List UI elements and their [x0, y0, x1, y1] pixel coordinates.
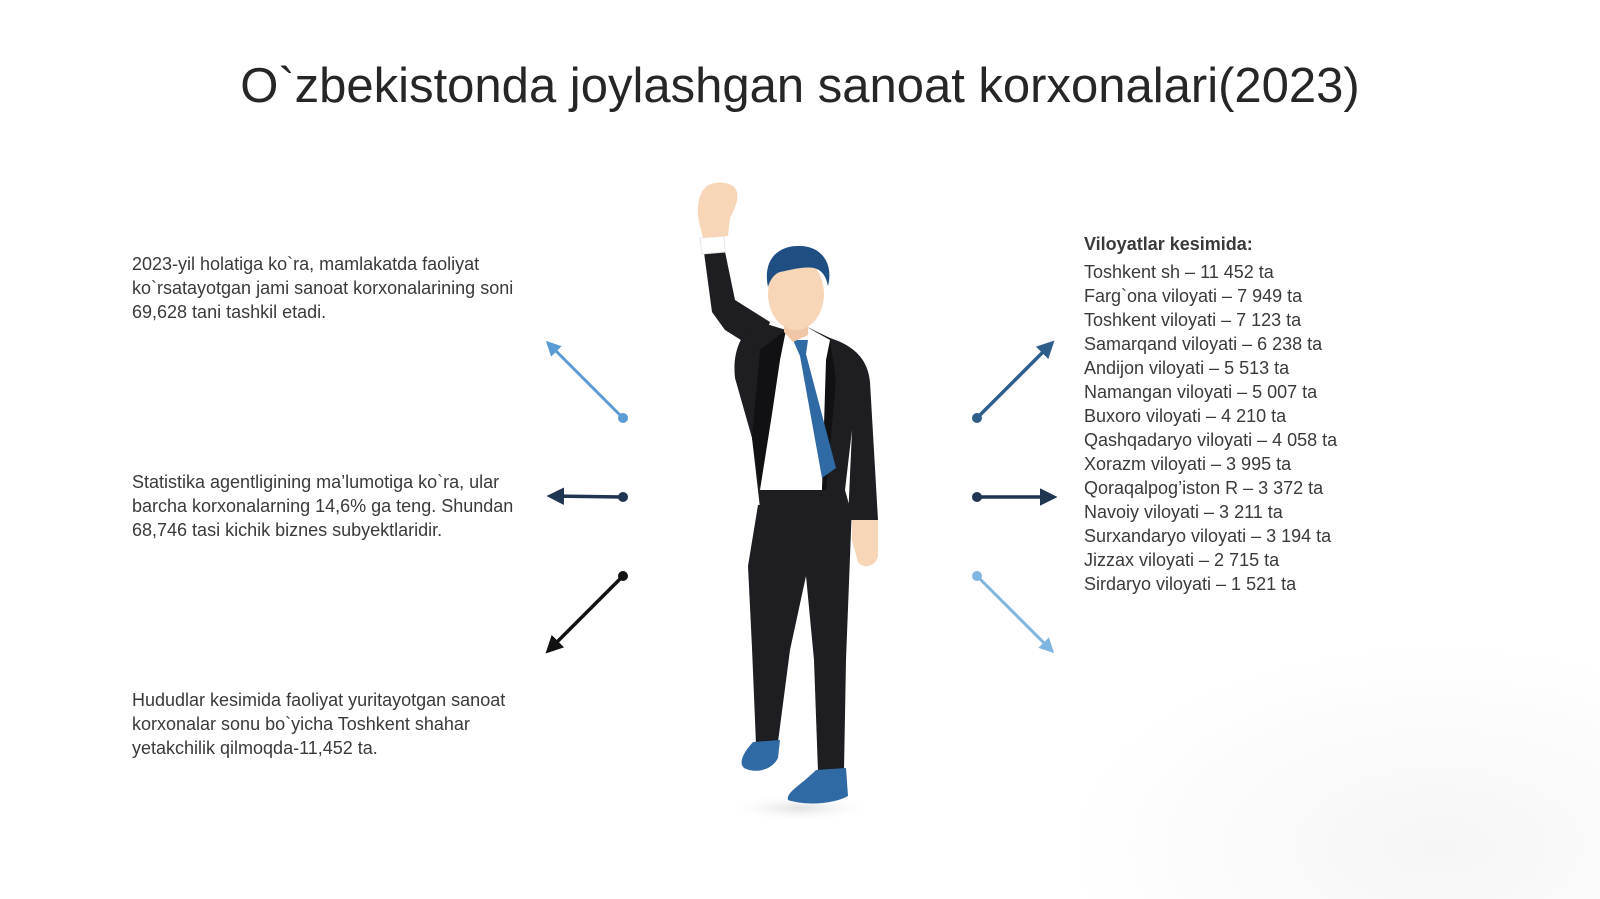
region-item: Xorazm viloyati – 3 995 ta [1084, 454, 1292, 474]
left-text-total: 2023-yil holatiga ko`ra, mamlakatda faoliyat ko`rsatayotgan jami sanoat korxonalarining soni 69,628 tani tashkil etadi. [132, 254, 514, 322]
left-text-statistics: Statistika agentligining ma’lumotiga ko`ra, ular barcha korxonalarning 14,6% ga teng. Shundan 68,746 tasi kichik biznes subyektlaridir. [132, 472, 514, 540]
arrow-left-icon [550, 492, 628, 502]
region-item: Surxandaryo viloyati – 3 194 ta [1084, 526, 1332, 546]
arrow-right-icon [972, 492, 1054, 502]
region-item: Navoiy viloyati – 3 211 ta [1084, 502, 1283, 522]
region-item: Namangan viloyati – 5 007 ta [1084, 382, 1318, 402]
arrow-up-left-icon [548, 343, 628, 423]
region-item: Jizzax viloyati – 2 715 ta [1084, 550, 1280, 570]
businessman-figure-icon [698, 183, 878, 822]
arrow-down-right-icon [972, 571, 1052, 651]
arrow-up-right-icon [972, 343, 1052, 423]
region-item: Samarqand viloyati – 6 238 ta [1084, 334, 1323, 354]
region-item: Toshkent viloyati – 7 123 ta [1084, 310, 1302, 330]
page-title: O`zbekistonda joylashgan sanoat korxonalari(2023) [240, 59, 1360, 113]
arrow-down-left-icon [548, 571, 628, 651]
region-item: Farg`ona viloyati – 7 949 ta [1084, 286, 1303, 306]
left-text-regions: Hududlar kesimida faoliyat yuritayotgan sanoat korxonalar sonu bo`yicha Toshkent shahar yetakchilik qilmoqda-11,452 ta. [132, 690, 506, 758]
region-item: Sirdaryo viloyati – 1 521 ta [1084, 574, 1297, 594]
region-item: Qoraqalpog’iston R – 3 372 ta [1084, 478, 1324, 498]
region-item: Andijon viloyati – 5 513 ta [1084, 358, 1290, 378]
region-item: Qashqadaryo viloyati – 4 058 ta [1084, 430, 1338, 450]
region-item: Buxoro viloyati – 4 210 ta [1084, 406, 1287, 426]
regions-heading: Viloyatlar kesimida: [1084, 234, 1253, 254]
region-item: Toshkent sh – 11 452 ta [1084, 262, 1274, 282]
